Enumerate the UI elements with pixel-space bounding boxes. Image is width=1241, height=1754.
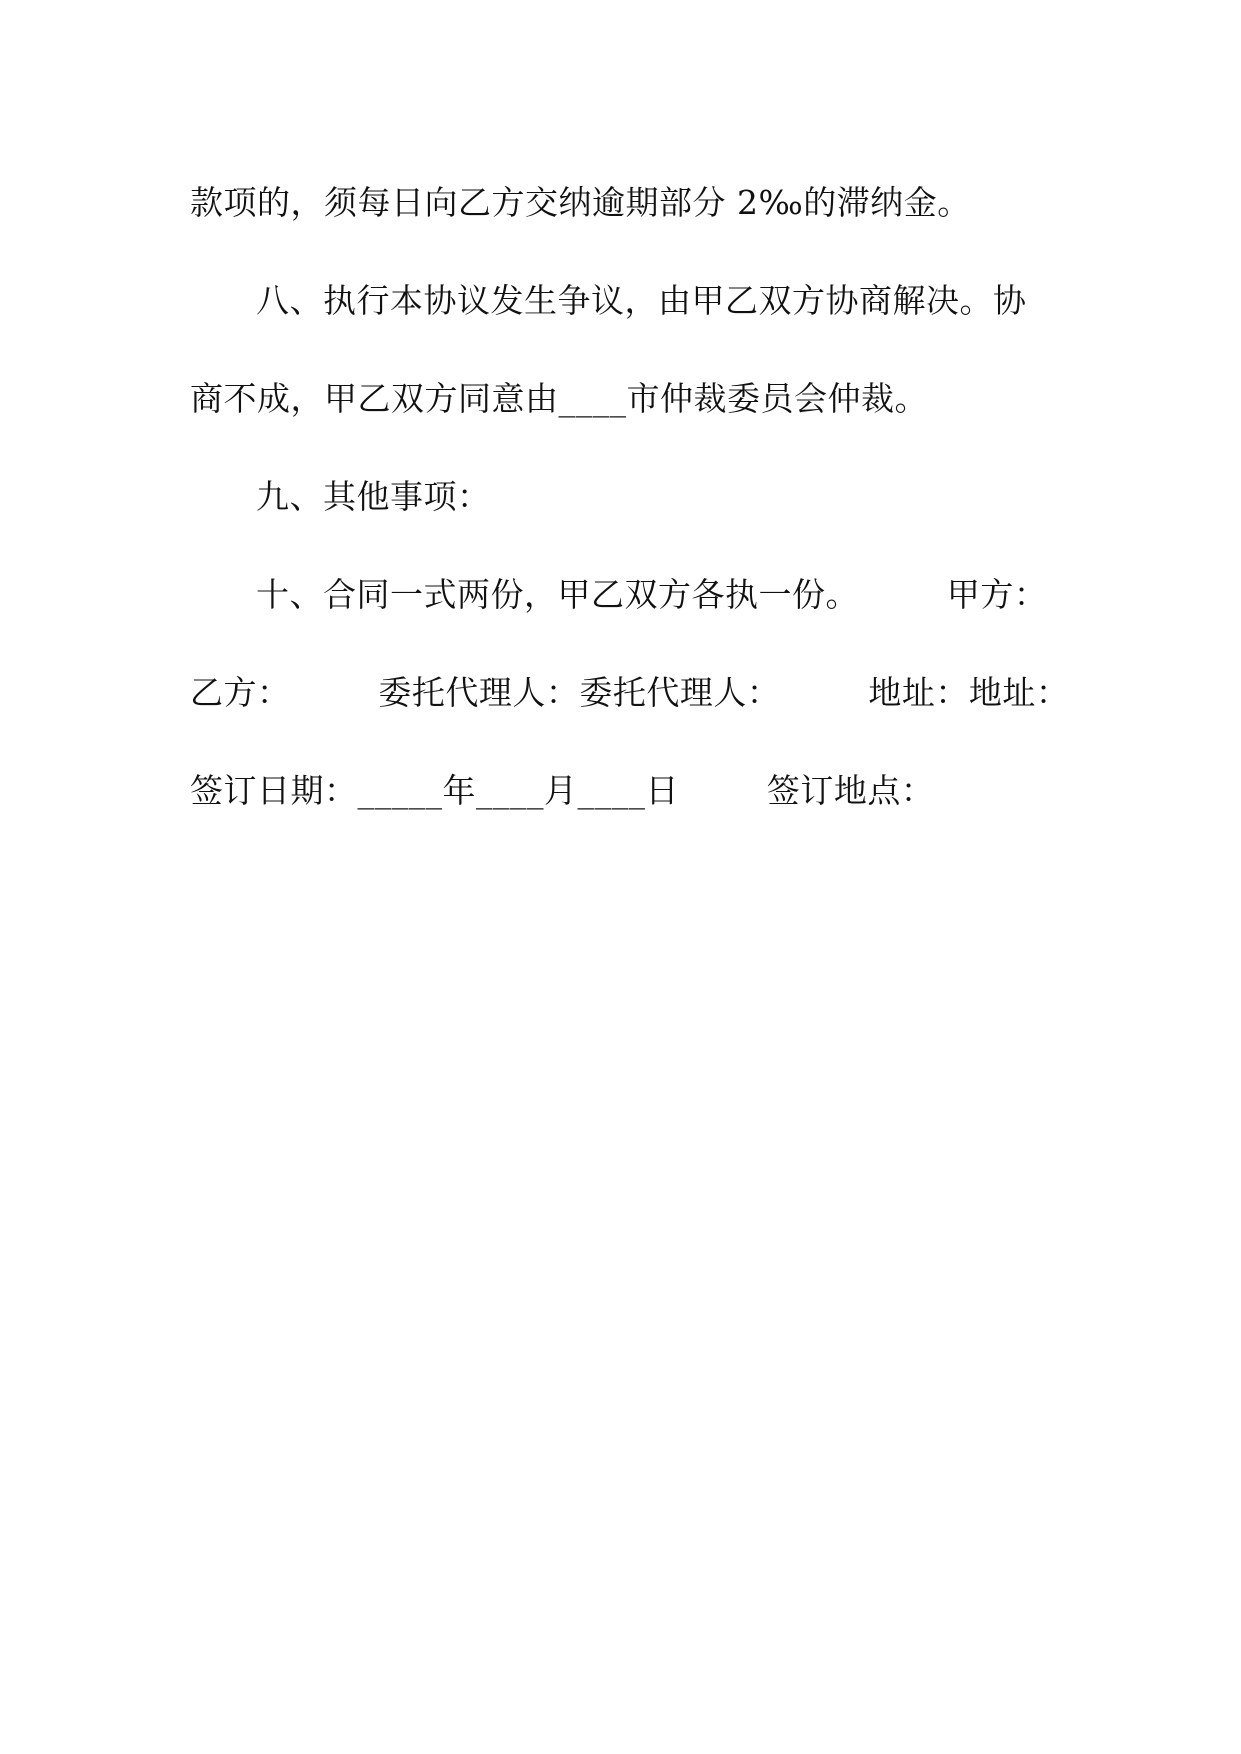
signature-parties-line: 乙方： 委托代理人：委托代理人： 地址：地址： [190,673,1070,712]
paragraph-line-penalty: 款项的，须每日向乙方交纳逾期部分 2‰的滞纳金。 [190,183,971,222]
paragraph-line-copies: 十、合同一式两份，甲乙双方各执一份。 甲方： [256,575,1048,614]
paragraph-line-dispute: 八、执行本协议发生争议，由甲乙双方协商解决。协 [256,281,1027,320]
paragraph-line-arbitration: 商不成，甲乙双方同意由____市仲裁委员会仲裁。 [190,379,928,418]
paragraph-line-other-matters: 九、其他事项： [256,477,491,516]
signing-date-place-line: 签订日期：_____年____月____日 签订地点： [190,771,935,810]
